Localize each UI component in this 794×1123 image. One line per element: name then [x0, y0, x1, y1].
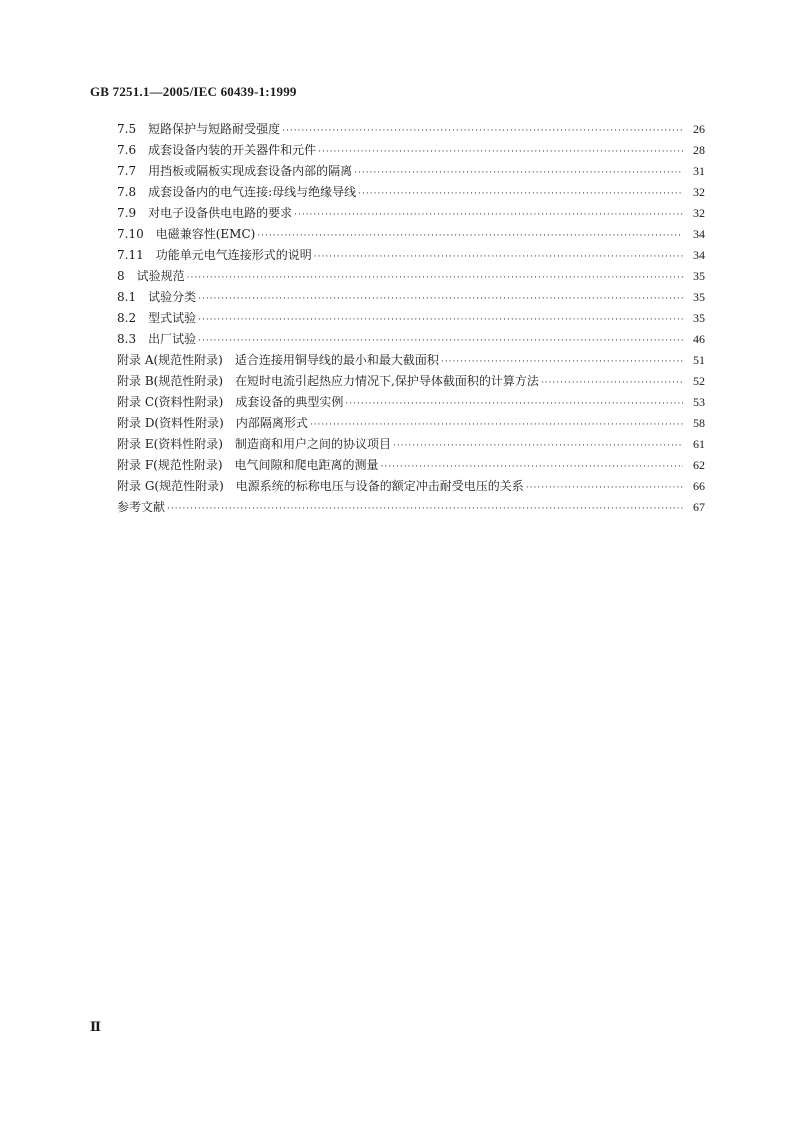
toc-entry[interactable] — [117, 435, 705, 456]
toc-entry-number: 8.2 — [117, 311, 137, 325]
toc-entry-title: 制造商和用户之间的协议项目 — [234, 437, 391, 451]
toc-leader-dots — [441, 357, 683, 367]
toc-entry-page: 46 — [693, 332, 705, 346]
toc-entry-title: 用挡板或隔板实现成套设备内部的隔离 — [148, 164, 353, 178]
toc-leader-dots — [314, 252, 683, 262]
toc-leader-dots — [167, 504, 683, 514]
toc-entry[interactable] — [117, 141, 705, 162]
toc-leader-dots — [294, 210, 683, 220]
toc-entry[interactable] — [117, 477, 705, 498]
toc-entry-page: 32 — [693, 185, 705, 199]
toc-entry-title: 内部隔离形式 — [235, 416, 308, 430]
toc-entry-number: 7.8 — [117, 185, 137, 199]
toc-leader-dots — [345, 399, 683, 409]
toc-entry-title: 电源系统的标称电压与设备的额定冲击耐受电压的关系 — [235, 479, 524, 493]
toc-entry-title: 对电子设备供电电路的要求 — [148, 206, 293, 220]
toc-entry-page: 35 — [693, 269, 705, 283]
toc-entry-page: 67 — [693, 500, 705, 514]
toc-entry[interactable] — [117, 225, 705, 246]
toc-entry-page: 53 — [693, 395, 705, 409]
toc-entry[interactable] — [117, 393, 705, 414]
toc-entry-page: 26 — [693, 122, 705, 136]
toc-entry[interactable] — [117, 162, 705, 183]
table-of-contents — [117, 120, 705, 519]
toc-entry[interactable] — [117, 456, 705, 477]
toc-entry[interactable] — [117, 372, 705, 393]
toc-entry-title: 短路保护与短路耐受强度 — [148, 122, 281, 136]
toc-leader-dots — [526, 483, 683, 493]
toc-leader-dots — [198, 294, 683, 304]
toc-entry-number: 7.11 — [117, 248, 144, 262]
toc-entry-number: 附录 C(资料性附录) — [117, 395, 224, 409]
toc-entry-title: 成套设备内装的开关器件和元件 — [148, 143, 317, 157]
toc-entry-title: 在短时电流引起热应力情况下,保护导体截面积的计算方法 — [235, 374, 539, 388]
toc-leader-dots — [198, 336, 683, 346]
toc-entry-number: 7.7 — [117, 164, 137, 178]
toc-leader-dots — [282, 126, 683, 136]
toc-entry-title: 成套设备内的电气连接:母线与绝缘导线 — [148, 185, 357, 199]
toc-leader-dots — [393, 441, 683, 451]
toc-entry-page: 58 — [693, 416, 705, 430]
toc-entry[interactable] — [117, 267, 705, 288]
toc-leader-dots — [187, 273, 683, 283]
toc-entry[interactable] — [117, 414, 705, 435]
toc-entry-page: 62 — [693, 458, 705, 472]
toc-leader-dots — [381, 462, 683, 472]
toc-entry-title: 出厂试验 — [148, 332, 197, 346]
toc-leader-dots — [354, 168, 683, 178]
toc-entry[interactable] — [117, 309, 705, 330]
toc-entry[interactable] — [117, 120, 705, 141]
toc-entry-number: 附录 B(规范性附录) — [117, 374, 223, 388]
toc-leader-dots — [257, 231, 683, 241]
toc-entry[interactable] — [117, 498, 705, 519]
toc-leader-dots — [318, 147, 683, 157]
toc-entry-number: 附录 D(资料性附录) — [117, 416, 224, 430]
toc-leader-dots — [310, 420, 683, 430]
toc-entry-number: 附录 F(规范性附录) — [117, 458, 223, 472]
toc-entry[interactable] — [117, 330, 705, 351]
toc-entry[interactable] — [117, 204, 705, 225]
toc-entry-number: 7.5 — [117, 122, 137, 136]
toc-entry-number: 附录 G(规范性附录) — [117, 479, 224, 493]
toc-entry-page: 52 — [693, 374, 705, 388]
toc-entry-number: 附录 E(资料性附录) — [117, 437, 223, 451]
toc-entry-number: 8.1 — [117, 290, 137, 304]
toc-entry-page: 28 — [693, 143, 705, 157]
toc-entry[interactable] — [117, 288, 705, 309]
toc-entry-page: 51 — [693, 353, 705, 367]
toc-leader-dots — [541, 378, 683, 388]
toc-entry-number: 8 — [117, 269, 125, 283]
toc-entry-page: 66 — [693, 479, 705, 493]
toc-entry-title: 电气间隙和爬电距离的测量 — [234, 458, 379, 472]
toc-entry-page: 35 — [693, 290, 705, 304]
toc-entry-page: 61 — [693, 437, 705, 451]
toc-entry-page: 34 — [693, 248, 705, 262]
toc-entry-page: 31 — [693, 164, 705, 178]
toc-entry-title: 成套设备的典型实例 — [235, 395, 344, 409]
toc-entry-title: 参考文献 — [117, 500, 166, 514]
toc-entry-number: 附录 A(规范性附录) — [117, 353, 223, 367]
toc-entry-page: 34 — [693, 227, 705, 241]
document-header: GB 7251.1—2005/IEC 60439-1:1999 — [90, 84, 297, 99]
toc-leader-dots — [198, 315, 683, 325]
toc-entry-number: 7.9 — [117, 206, 137, 220]
toc-entry[interactable] — [117, 246, 705, 267]
toc-entry-page: 32 — [693, 206, 705, 220]
toc-entry-title: 电磁兼容性(EMC) — [155, 227, 256, 241]
toc-entry-page: 35 — [693, 311, 705, 325]
toc-entry-number: 7.6 — [117, 143, 137, 157]
toc-entry-title: 试验规范 — [136, 269, 185, 283]
toc-entry-title: 型式试验 — [148, 311, 197, 325]
toc-entry[interactable] — [117, 183, 705, 204]
toc-entry[interactable] — [117, 351, 705, 372]
toc-leader-dots — [358, 189, 683, 199]
toc-entry-title: 适合连接用铜导线的最小和最大截面积 — [234, 353, 439, 367]
page-number: Ⅱ — [90, 1019, 101, 1034]
toc-entry-number: 8.3 — [117, 332, 137, 346]
toc-entry-number: 7.10 — [117, 227, 144, 241]
toc-entry-title: 功能单元电气连接形式的说明 — [155, 248, 312, 262]
toc-entry-title: 试验分类 — [148, 290, 197, 304]
